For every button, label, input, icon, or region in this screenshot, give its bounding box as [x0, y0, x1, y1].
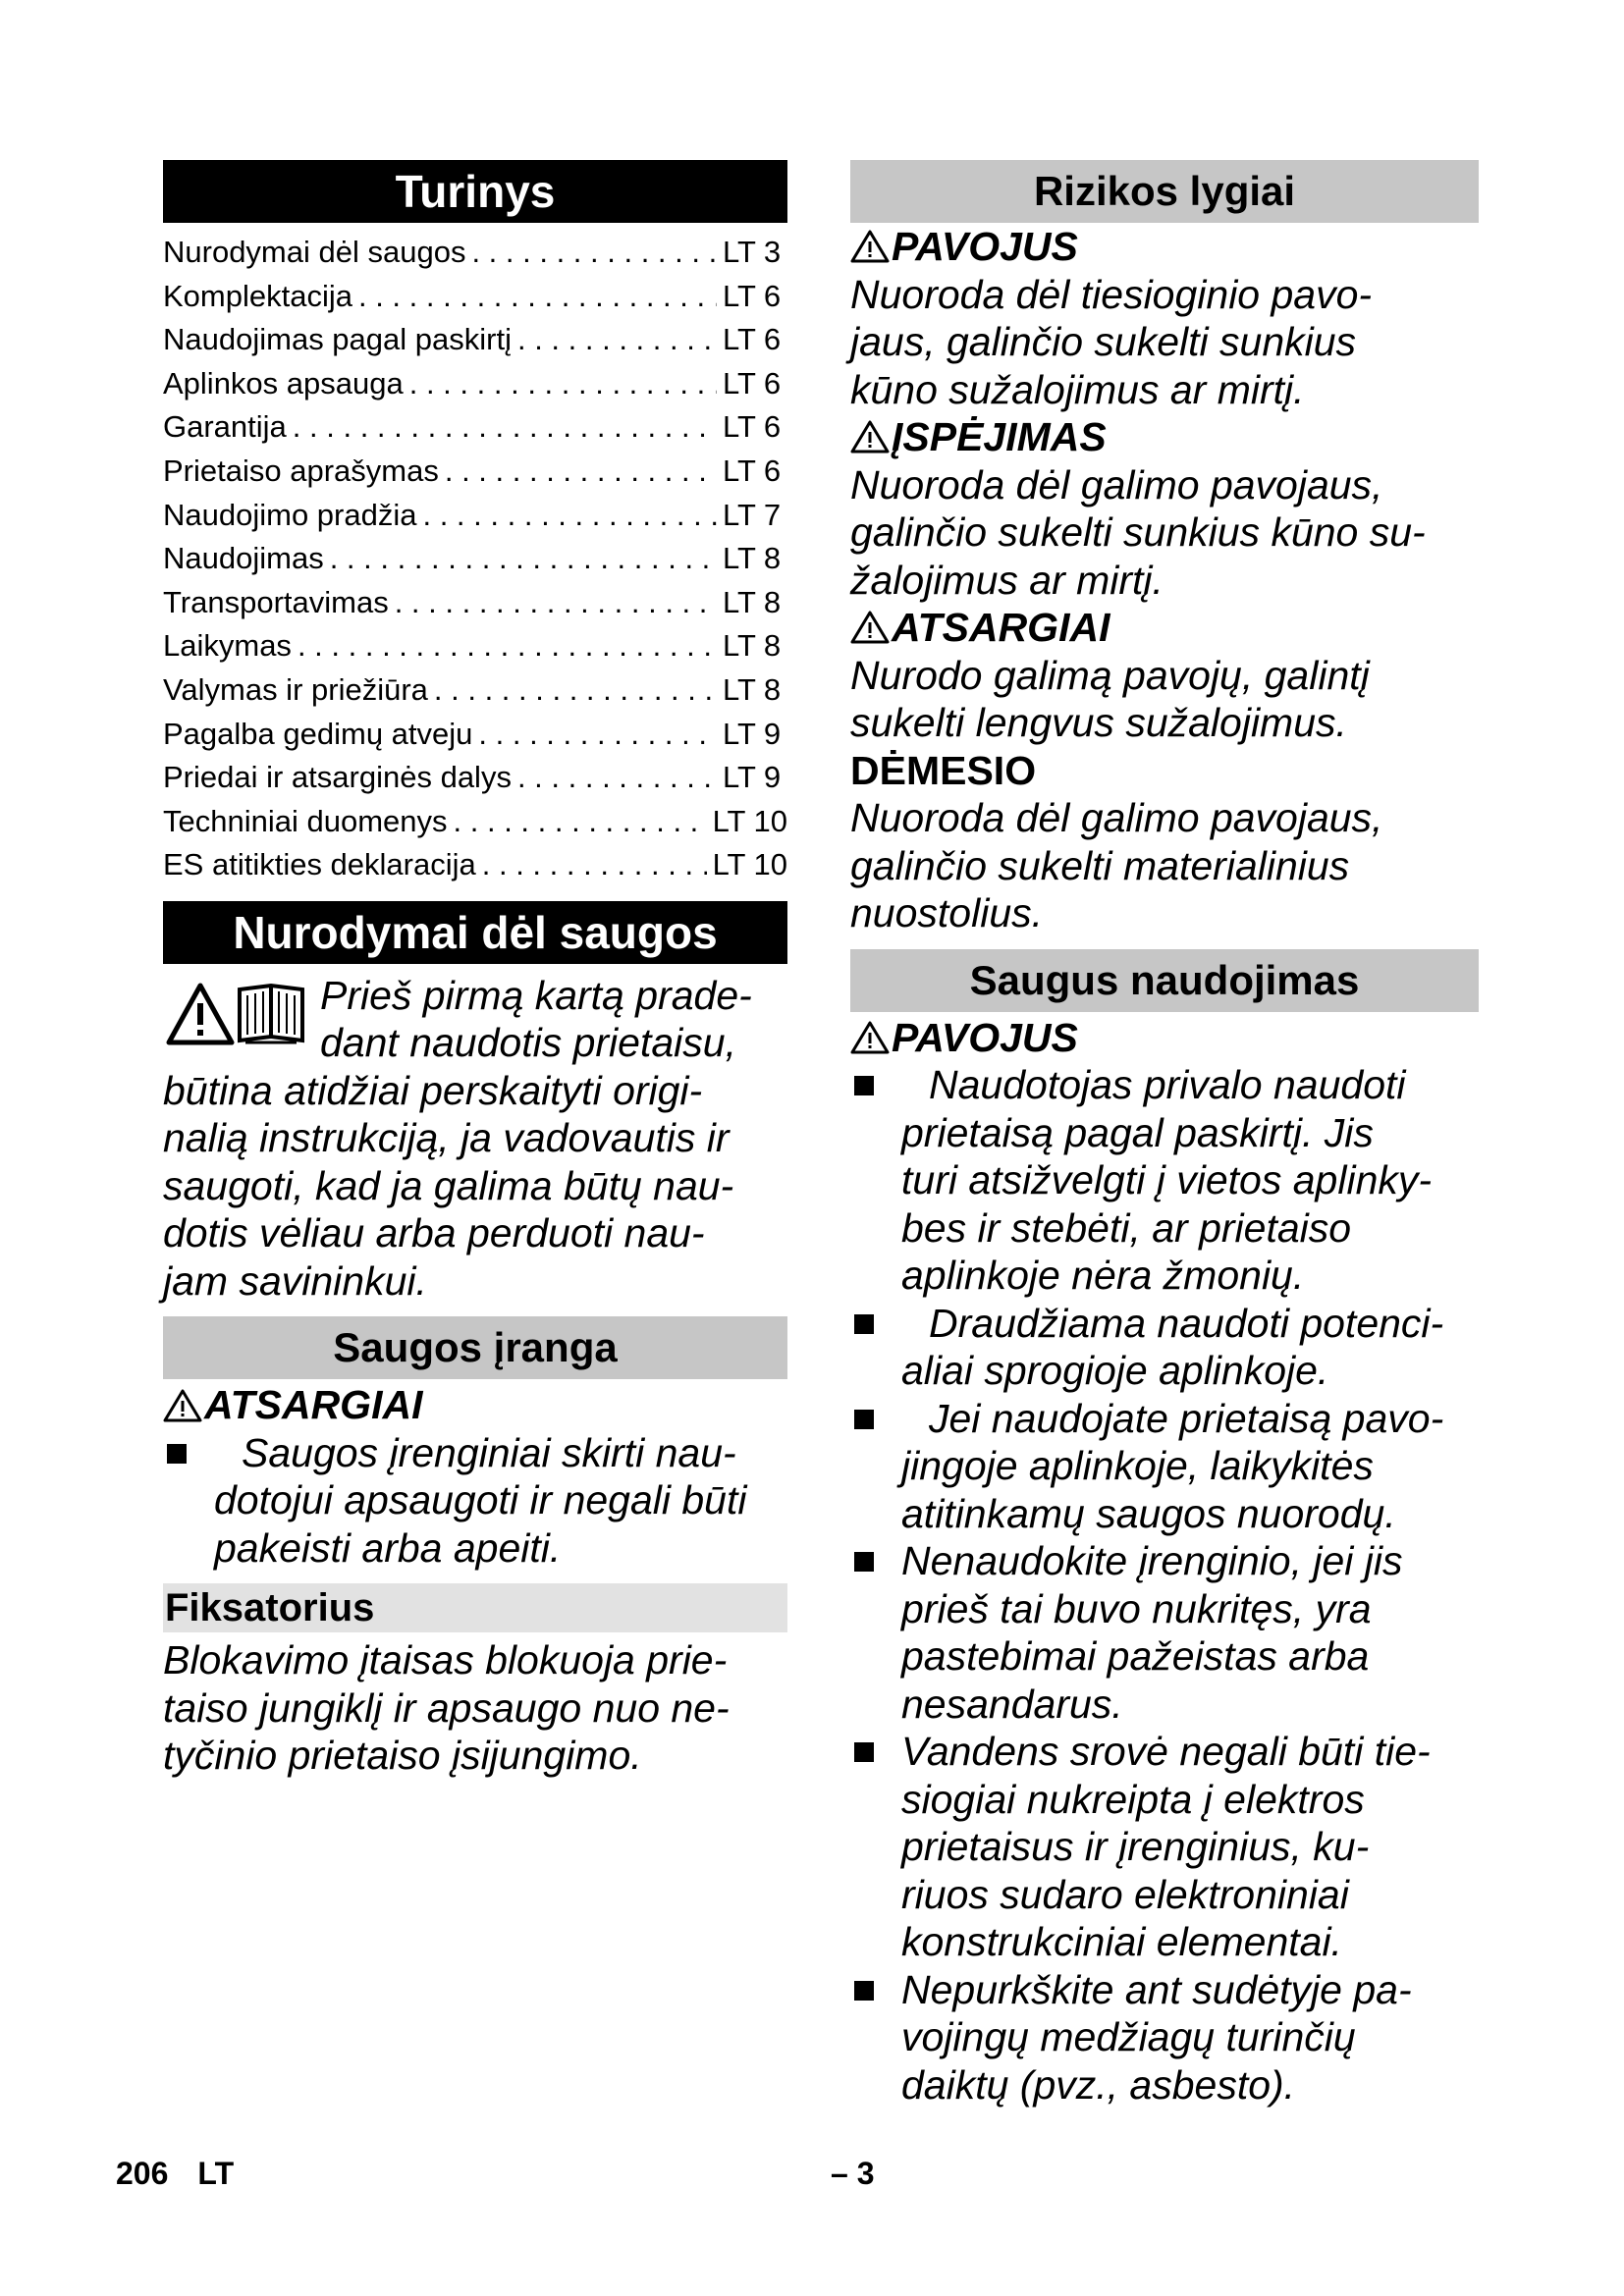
- equipment-signal: [163, 1381, 787, 1429]
- bullet-line: dotojui apsaugoti ir negali būti: [214, 1477, 747, 1523]
- toc-leader-dots: [448, 800, 707, 844]
- toc-entry: [163, 624, 787, 668]
- toc-entry: [163, 756, 787, 800]
- toc-entry-title: Prietaiso aprašymas: [163, 453, 439, 488]
- bullet-line: vojingų medžiagų turinčių: [901, 2014, 1356, 2059]
- toc-leader-dots: [472, 713, 717, 757]
- bullet-line: Jei naudojate prietaisą pavo-: [929, 1395, 1444, 1441]
- intro-line: saugoti, kad ja galima būtų nau-: [163, 1162, 734, 1208]
- risk-description-line: Nuoroda dėl tiesioginio pavo-: [850, 271, 1373, 317]
- signal-word: PAVOJUS: [892, 1014, 1078, 1060]
- bullet-line: konstrukciniai elementai.: [901, 1919, 1342, 1964]
- toc-entry-page: LT 10: [712, 803, 787, 838]
- toc-leader-dots: [416, 494, 717, 538]
- toc-entry-title: Naudojimas: [163, 541, 324, 576]
- safe-use-bullet: [850, 1395, 1479, 1538]
- bullet-line: pastebimai pažeistas arba: [901, 1633, 1370, 1679]
- toc-entry-page: LT 10: [712, 847, 787, 882]
- signal-word: DĖMESIO: [850, 747, 1037, 793]
- bullet-line: Saugos įrenginiai skirti nau-: [242, 1429, 736, 1475]
- left-column: [163, 160, 787, 1780]
- toc-entry-page: LT 6: [723, 409, 782, 445]
- risk-description-line: Nuoroda dėl galimo pavojaus,: [850, 795, 1383, 840]
- risk-description-line: žalojimus ar mirtį.: [850, 557, 1164, 603]
- toc-leader-dots: [324, 537, 717, 581]
- lock-text-line: Blokavimo įtaisas blokuoja prie-: [163, 1637, 728, 1683]
- bullet-line: turi atsižvelgti į vietos aplinky-: [901, 1157, 1433, 1202]
- toc-entry: [163, 231, 787, 275]
- toc-entry-title: Naudojimas pagal paskirtį: [163, 322, 512, 357]
- toc-entry-page: LT 9: [723, 716, 782, 751]
- safe-use-bullet: [850, 1966, 1479, 2109]
- toc-entry: [163, 537, 787, 581]
- toc-leader-dots: [439, 450, 717, 494]
- toc-entry: [163, 275, 787, 319]
- toc-entry: [163, 318, 787, 362]
- toc-entry-page: LT 7: [723, 497, 782, 532]
- toc-heading: Turinys: [163, 160, 787, 223]
- toc-entry-title: Techniniai duomenys: [163, 803, 448, 838]
- toc-leader-dots: [512, 318, 717, 362]
- toc-entry: [163, 405, 787, 450]
- toc-entry-page: LT 3: [723, 235, 782, 269]
- safe-use-bullet: [850, 1728, 1479, 1966]
- toc-entry-title: Transportavimas: [163, 584, 389, 619]
- toc-entry-page: LT 8: [723, 671, 782, 707]
- signal-word: PAVOJUS: [892, 224, 1078, 269]
- bullet-line: Nenaudokite įrenginio, jei jis: [901, 1538, 1403, 1583]
- toc-entry-page: LT 6: [723, 365, 782, 400]
- signal-word: ĮSPĖJIMAS: [892, 414, 1107, 459]
- toc-leader-dots: [287, 405, 717, 450]
- bullet-square-icon: [854, 1552, 874, 1572]
- warning-icon: [850, 610, 890, 645]
- toc-leader-dots: [476, 843, 707, 887]
- warning-and-manual-icon: [165, 978, 310, 1048]
- lock-heading: Fiksatorius: [163, 1583, 787, 1632]
- bullet-line: aliai sprogioje aplinkoje.: [901, 1348, 1329, 1393]
- toc-entry-page: LT 6: [723, 322, 782, 357]
- bullet-line: Nepurkškite ant sudėtyje pa-: [901, 1966, 1412, 2012]
- lock-text-line: taiso jungiklį ir apsaugo nuo ne-: [163, 1684, 730, 1731]
- bullet-line: jingoje aplinkoje, laikykitės: [901, 1443, 1374, 1488]
- toc-leader-dots: [389, 581, 717, 625]
- toc-entry-page: LT 8: [723, 584, 782, 619]
- signal-word: ATSARGIAI: [204, 1382, 423, 1428]
- bullet-line: daiktų (pvz., asbesto).: [901, 2061, 1296, 2108]
- bullet-square-icon: [854, 1410, 874, 1429]
- warning-icon: [163, 1388, 202, 1423]
- bullet-line: prieš tai buvo nukritęs, yra: [901, 1585, 1372, 1631]
- toc-leader-dots: [465, 231, 717, 275]
- equipment-bullet: [163, 1429, 787, 1573]
- risk-signal: [850, 604, 1479, 652]
- toc-leader-dots: [428, 668, 717, 713]
- safety-intro: [163, 972, 787, 1306]
- bullet-line: pakeisti arba apeiti.: [214, 1524, 562, 1571]
- toc-entry: [163, 362, 787, 406]
- bullet-square-icon: [854, 1981, 874, 2001]
- page-footer: [116, 2156, 263, 2192]
- section-page-number: – 3: [831, 2156, 875, 2191]
- toc-entry-title: Laikymas: [163, 628, 292, 664]
- toc-leader-dots: [352, 275, 717, 319]
- warning-icon: [850, 419, 890, 454]
- toc-entry-title: Pagalba gedimų atveju: [163, 716, 473, 751]
- risk-signal: [850, 413, 1479, 461]
- page-number: 206: [116, 2156, 169, 2191]
- signal-word: ATSARGIAI: [892, 605, 1110, 650]
- toc-entry-page: LT 8: [723, 541, 782, 576]
- safe-use-bullet: [850, 1537, 1479, 1728]
- risk-levels: [850, 223, 1479, 937]
- bullet-line: atitinkamų saugos nuorodų.: [901, 1490, 1396, 1536]
- toc-entry-title: Garantija: [163, 409, 287, 445]
- safety-heading: Nurodymai dėl saugos: [163, 901, 787, 964]
- toc-leader-dots: [292, 624, 717, 668]
- intro-line: nalią instrukciją, ja vadovautis ir: [163, 1115, 730, 1161]
- intro-line: Prieš pirmą kartą prade-: [320, 972, 752, 1018]
- equipment-heading: Saugos įranga: [163, 1316, 787, 1379]
- toc-entry-page: LT 6: [723, 278, 782, 313]
- toc-entry-page: LT 9: [723, 760, 782, 795]
- bullet-line: bes ir stebėti, ar prietaiso: [901, 1204, 1352, 1251]
- risk-description-line: galinčio sukelti materialinius: [850, 842, 1350, 888]
- toc-entry: [163, 494, 787, 538]
- safe-use-heading: Saugus naudojimas: [850, 949, 1479, 1012]
- toc-entry-title: Priedai ir atsarginės dalys: [163, 760, 512, 795]
- toc-entry-title: Valymas ir priežiūra: [163, 671, 428, 707]
- bullet-line: siogiai nukreipta į elektros: [901, 1776, 1365, 1822]
- bullet-square-icon: [854, 1076, 874, 1095]
- bullet-square-icon: [854, 1314, 874, 1334]
- bullet-line: Draudžiama naudoti potenci-: [929, 1300, 1444, 1346]
- bullet-line: Naudotojas privalo naudoti: [929, 1062, 1406, 1107]
- risk-description-line: galinčio sukelti sunkius kūno su-: [850, 509, 1426, 555]
- lock-text-line: tyčinio prietaiso įsijungimo.: [163, 1733, 642, 1779]
- risk-signal: [850, 223, 1479, 271]
- bullet-line: prietaisą pagal paskirtį. Jis: [901, 1109, 1374, 1155]
- toc-entry-title: Aplinkos apsauga: [163, 365, 404, 400]
- toc-entry-title: Naudojimo pradžia: [163, 497, 417, 532]
- bullet-line: nesandarus.: [901, 1681, 1123, 1727]
- right-column: [850, 160, 1479, 2109]
- bullet-line: aplinkoje nėra žmonių.: [901, 1253, 1305, 1298]
- toc-entry-title: Nurodymai dėl saugos: [163, 235, 466, 269]
- risk-description-line: kūno sužalojimus ar mirtį.: [850, 366, 1305, 412]
- language-code: LT: [197, 2156, 235, 2191]
- bullet-line: riuos sudaro elektroniniai: [901, 1871, 1349, 1917]
- intro-line: jam savininkui.: [163, 1257, 427, 1304]
- toc-entry: [163, 800, 787, 844]
- toc-entry: [163, 450, 787, 494]
- toc-leader-dots: [404, 362, 717, 406]
- toc-leader-dots: [512, 756, 717, 800]
- warning-icon: [850, 1020, 890, 1055]
- bullet-square-icon: [167, 1444, 187, 1464]
- toc-entry-page: LT 6: [723, 453, 782, 488]
- bullet-square-icon: [854, 1742, 874, 1762]
- bullet-line: Vandens srovė negali būti tie-: [901, 1729, 1431, 1774]
- toc-entry: [163, 668, 787, 713]
- intro-line: būtina atidžiai perskaityti origi-: [163, 1067, 703, 1113]
- intro-line: dant naudotis prietaisu,: [320, 1020, 736, 1066]
- risk-heading: Rizikos lygiai: [850, 160, 1479, 223]
- risk-description-line: nuostolius.: [850, 890, 1044, 935]
- toc-entry: [163, 713, 787, 757]
- toc-entry-title: Komplektacija: [163, 278, 352, 313]
- toc-entry-title: ES atitikties deklaracija: [163, 847, 476, 882]
- toc-entry-page: LT 8: [723, 628, 782, 664]
- intro-line: dotis vėliau arba perduoti nau-: [163, 1210, 705, 1256]
- toc-entry: [163, 581, 787, 625]
- risk-signal: [850, 747, 1479, 795]
- table-of-contents: [163, 231, 787, 887]
- risk-description-line: sukelti lengvus sužalojimus.: [850, 700, 1347, 745]
- safe-use-bullet: [850, 1300, 1479, 1395]
- risk-description-line: Nurodo galimą pavojų, galintį: [850, 652, 1370, 698]
- risk-description-line: Nuoroda dėl galimo pavojaus,: [850, 461, 1383, 507]
- warning-icon: [850, 229, 890, 264]
- toc-entry: [163, 843, 787, 887]
- safe-use-signal: [850, 1014, 1479, 1062]
- safe-use-bullet: [850, 1061, 1479, 1300]
- safe-use-bullets: [850, 1061, 1479, 2109]
- risk-description-line: jaus, galinčio sukelti sunkius: [850, 319, 1357, 364]
- bullet-line: prietaisus ir įrenginius, ku-: [901, 1824, 1370, 1869]
